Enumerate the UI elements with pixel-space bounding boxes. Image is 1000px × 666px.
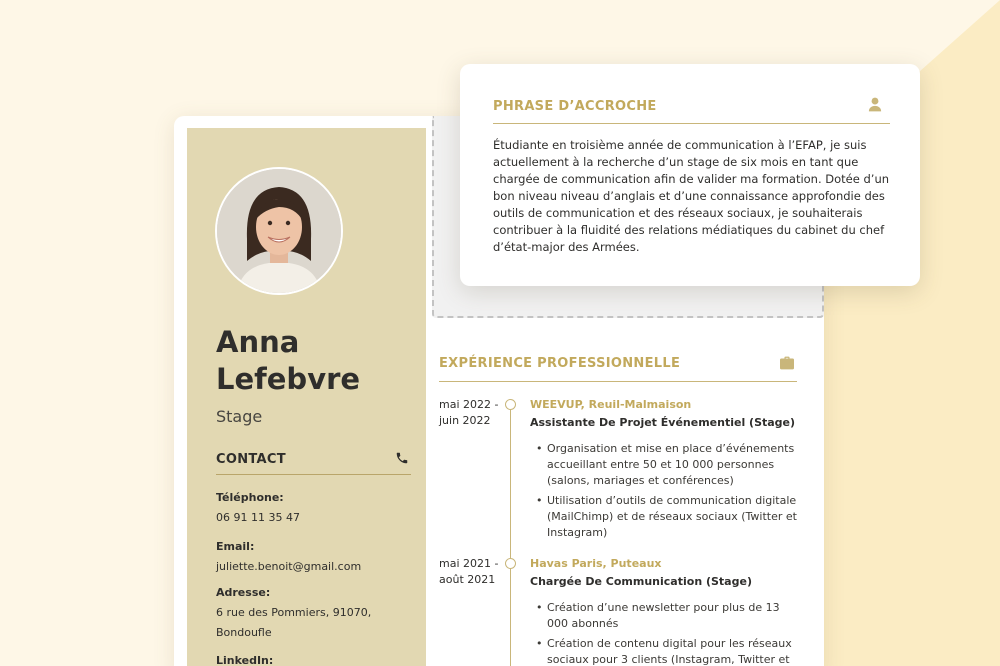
last-name: Lefebvre xyxy=(216,362,361,396)
phone-label: Téléphone: xyxy=(216,491,284,504)
job-entry xyxy=(530,397,800,545)
contact-linkedin xyxy=(216,653,273,666)
accroche-text: Étudiante en troisième année de communication à l’EFAP, je suis actuellement à la recherche d’un stage de six mois en tant que chargée de communication afin de valider ma formation. Dotée d’un bon niveau niveau d’anglais et d’une connaissance approfondie des outils de communication et des réseaux sociaux, je souhaiterais contribuer à la fluidité des relations médiatiques du cabinet du chef d’état-major des Armées. xyxy=(493,138,890,254)
timeline-dot xyxy=(505,558,516,569)
job-bullet: • Création d’une newsletter pour plus de 13 000 abonnés xyxy=(530,600,800,632)
job-date xyxy=(439,397,498,429)
user-icon xyxy=(868,97,882,112)
experience-section-header xyxy=(439,354,797,382)
first-name: Anna xyxy=(216,325,300,359)
contact-address xyxy=(216,585,376,643)
job-role: Assistante De Projet Événementiel (Stage) xyxy=(530,416,796,429)
job-role: Chargée De Communication (Stage) xyxy=(530,575,752,588)
job-bullet: • Création de contenu digital pour les réseaux sociaux pour 3 clients (Instagram, Twitter et xyxy=(530,636,800,666)
job-date-end: juin 2022 xyxy=(439,414,491,427)
job-date xyxy=(439,556,498,588)
address-label: Adresse: xyxy=(216,586,271,599)
job-date-start: mai 2021 - xyxy=(439,557,499,570)
profile-photo xyxy=(215,167,343,295)
contact-email xyxy=(216,539,361,577)
contact-section-header xyxy=(216,450,411,475)
briefcase-icon xyxy=(779,356,795,370)
contact-title: CONTACT xyxy=(216,452,286,467)
phone-icon xyxy=(395,451,409,465)
job-bullets xyxy=(530,441,800,541)
experience-title: EXPÉRIENCE PROFESSIONNELLE xyxy=(439,356,681,371)
linkedin-label: LinkedIn: xyxy=(216,654,274,666)
accroche-card[interactable] xyxy=(460,64,920,286)
resume-sidebar xyxy=(187,128,426,666)
job-bullet: • Utilisation d’outils de communication digitale (MailChimp) et de réseaux sociaux (Twitter et Instagram) xyxy=(530,493,800,541)
portrait-illustration xyxy=(217,169,341,293)
job-date-start: mai 2022 - xyxy=(439,398,499,411)
accroche-section-header xyxy=(493,97,890,124)
contact-phone xyxy=(216,490,300,528)
email-label: Email: xyxy=(216,540,255,553)
job-date-end: août 2021 xyxy=(439,573,496,586)
address-value: 6 rue des Pommiers, 91070, Bondoufle xyxy=(216,606,372,639)
candidate-subtitle: Stage xyxy=(216,407,263,426)
job-bullets xyxy=(530,600,800,666)
job-company: WEEVUP, Reuil-Malmaison xyxy=(530,398,692,411)
candidate-name xyxy=(216,324,416,398)
job-bullet: • Organisation et mise en place d’événements accueillant entre 50 et 10 000 personnes (salons, mariages et conférences) xyxy=(530,441,800,489)
timeline-line xyxy=(510,408,511,666)
job-entry xyxy=(530,556,800,666)
accroche-title: PHRASE D’ACCROCHE xyxy=(493,99,657,114)
email-value: juliette.benoit@gmail.com xyxy=(216,560,362,573)
timeline-dot xyxy=(505,399,516,410)
job-company: Havas Paris, Puteaux xyxy=(530,557,662,570)
phone-value: 06 91 11 35 47 xyxy=(216,511,300,524)
